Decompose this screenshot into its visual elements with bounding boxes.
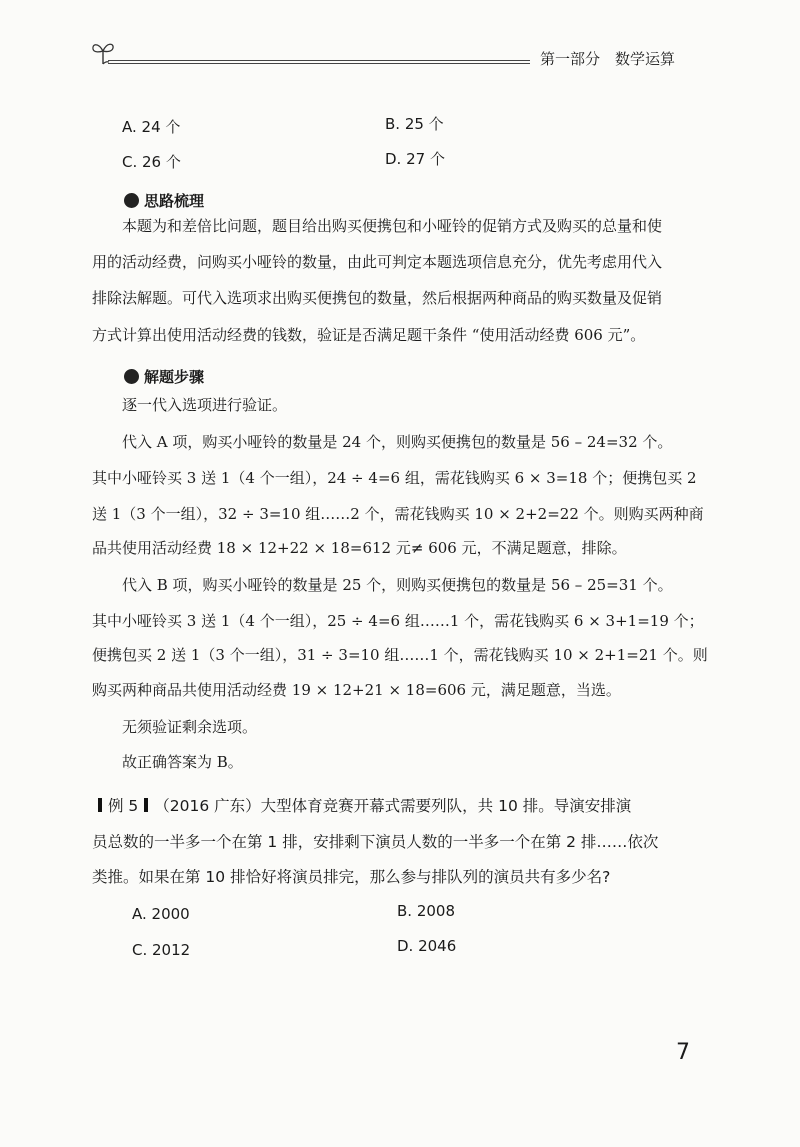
example5-label: 例 5 [108,797,139,815]
option-b: B. 25 个 [385,115,444,133]
page-number: 7 [676,1040,690,1065]
header-rule [108,60,530,61]
example5-line-2: 员总数的一半多一个在第 1 排，安排剩下演员人数的一半多一个在第 2 排……依次 [92,833,659,851]
option-d: D. 27 个 [385,150,445,168]
example5-line-3: 类推。如果在第 10 排恰好将演员排完，那么参与排队列的演员共有多少名? [92,868,611,886]
analysis-title: 思路梳理 [144,192,205,210]
steps-line-8: 便携包买 2 送 1（3 个一组），31 ÷ 3=10 组……1 个，需花钱购买 10 × 2+1=21 个。则 [92,646,708,664]
steps-line-5: 品共使用活动经费 18 × 12+22 × 18=612 元≠ 606 元，不满足题意，排除。 [92,539,627,557]
option-c: C. 26 个 [122,153,181,171]
steps-line-1: 逐一代入选项进行验证。 [122,396,288,414]
steps-title: 解题步骤 [144,368,205,386]
example5-option-a: A. 2000 [132,905,190,923]
label-bar-left [98,798,102,812]
steps-line-7: 其中小哑铃买 3 送 1（4 个一组），25 ÷ 4=6 组……1 个，需花钱购买 6 × 3+1=19 个； [92,612,704,630]
steps-line-9: 购买两种商品共使用活动经费 19 × 12+21 × 18=606 元，满足题意，当选。 [92,681,621,699]
analysis-line-4: 方式计算出使用活动经费的钱数，验证是否满足题干条件 “使用活动经费 606 元”。 [92,326,646,344]
header-rule-secondary [108,63,530,64]
analysis-line-1: 本题为和差倍比问题，题目给出购买便携包和小哑铃的促销方式及购买的总量和使 [122,217,663,235]
example5-option-b: B. 2008 [397,902,456,920]
analysis-line-2: 用的活动经费，问购买小哑铃的数量，由此可判定本题选项信息充分，优先考虑用代入 [92,253,663,271]
gear-icon [124,193,139,208]
example5-option-d: D. 2046 [397,937,457,955]
sprout-icon [90,36,116,66]
header-section-title: 第一部分 数学运算 [540,50,676,68]
analysis-line-3: 排除法解题。可代入选项求出购买便携包的数量，然后根据两种商品的购买数量及促销 [92,289,663,307]
analysis-heading [124,190,204,211]
steps-line-4: 送 1（3 个一组），32 ÷ 3=10 组……2 个，需花钱购买 10 × 2+2=22 个。则购买两种商 [92,505,704,523]
example5-text-1: （2016 广东）大型体育竞赛开幕式需要列队，共 10 排。导演安排演 [154,797,632,815]
pencil-icon [124,369,139,384]
example5-option-c: C. 2012 [132,941,191,959]
steps-line-3: 其中小哑铃买 3 送 1（4 个一组），24 ÷ 4=6 组，需花钱购买 6 × 3=18 个；便携包买 2 [92,469,697,487]
steps-line-11: 故正确答案为 B。 [122,753,243,771]
steps-line-6: 代入 B 项，购买小哑铃的数量是 25 个，则购买便携包的数量是 56 – 25=31 个。 [122,576,673,594]
label-bar-right [144,798,148,812]
option-a: A. 24 个 [122,118,181,136]
steps-heading [124,366,204,387]
example5-line-1 [92,789,631,823]
steps-line-2: 代入 A 项，购买小哑铃的数量是 24 个，则购买便携包的数量是 56 – 24=32 个。 [122,433,673,451]
steps-line-10: 无须验证剩余选项。 [122,718,258,736]
